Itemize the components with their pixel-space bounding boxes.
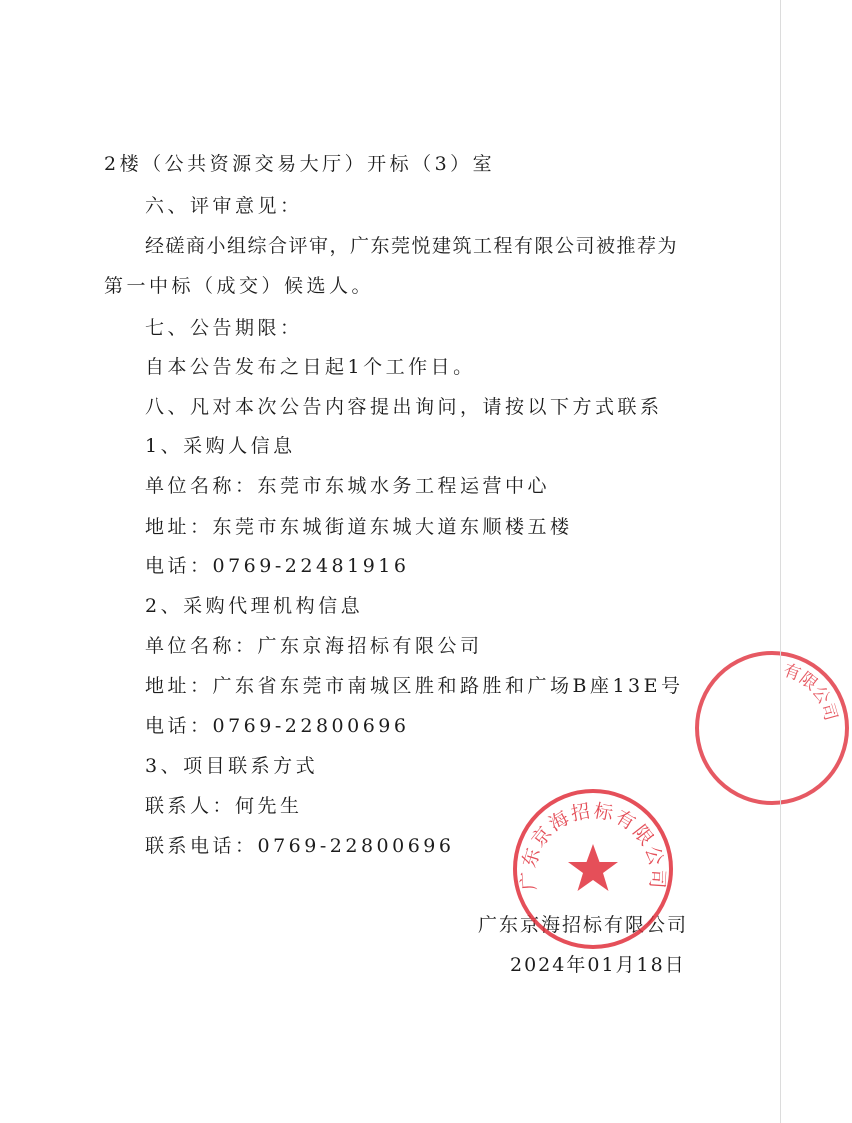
text-line: 2楼（公共资源交易大厅）开标（3）室 xyxy=(104,153,496,175)
text-line: 联系电话：0769-22800696 xyxy=(145,835,455,857)
page-edge-seal-stamp xyxy=(692,648,852,808)
seal-text: 广东京海招标有限公司 xyxy=(517,799,669,891)
text-line: 单位名称：东莞市东城水务工程运营中心 xyxy=(145,475,551,497)
official-seal-stamp xyxy=(510,786,676,952)
subheading-purchaser: 1、采购人信息 xyxy=(145,435,296,457)
section-heading-contact: 八、凡对本次公告内容提出询问，请按以下方式联系 xyxy=(145,396,663,418)
text-line: 第一中标（成交）候选人。 xyxy=(104,275,375,297)
signature-company: 广东京海招标有限公司 xyxy=(478,914,689,936)
text-line: 单位名称：广东京海招标有限公司 xyxy=(145,635,483,657)
edge-seal-text: 有限公司 xyxy=(780,660,841,724)
text-line: 联系人：何先生 xyxy=(145,795,303,817)
section-heading-review: 六、评审意见： xyxy=(145,195,303,217)
star-icon xyxy=(568,844,618,891)
subheading-project-contact: 3、项目联系方式 xyxy=(145,755,319,777)
text-line: 经磋商小组综合评审，广东莞悦建筑工程有限公司被推荐为 xyxy=(145,235,679,257)
text-line: 地址：东莞市东城街道东城大道东顺楼五楼 xyxy=(145,516,573,538)
section-heading-period: 七、公告期限： xyxy=(145,317,303,339)
text-line: 自本公告发布之日起1个工作日。 xyxy=(145,356,476,378)
signature-date: 2024年01月18日 xyxy=(510,954,686,976)
page-edge-line xyxy=(780,0,781,1123)
text-line: 地址：广东省东莞市南城区胜和路胜和广场B座13E号 xyxy=(145,675,684,697)
text-line: 电话：0769-22800696 xyxy=(145,715,410,737)
text-line: 电话：0769-22481916 xyxy=(145,555,410,577)
subheading-agency: 2、采购代理机构信息 xyxy=(145,595,364,617)
